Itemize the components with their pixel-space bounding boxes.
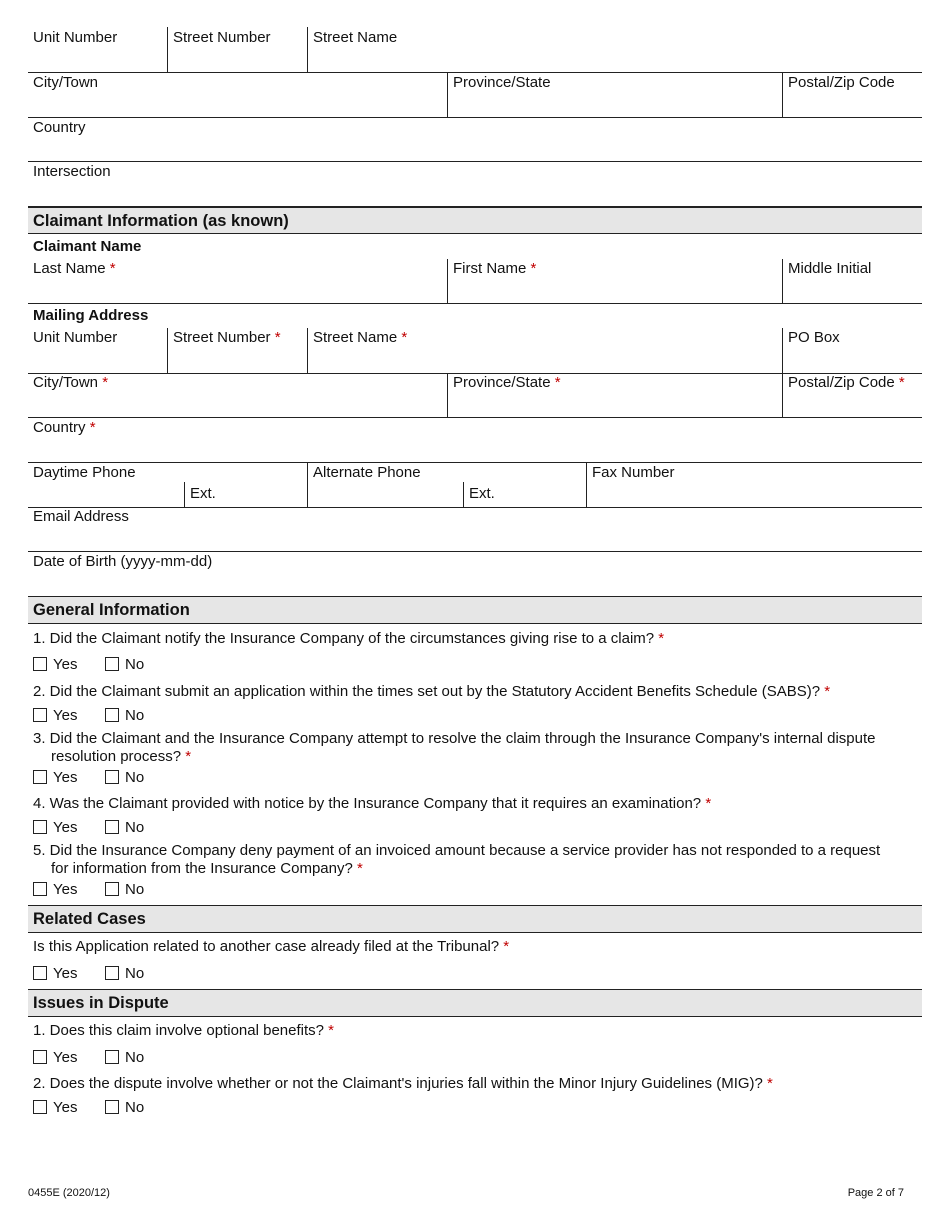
related-question: Is this Application related to another case already filed at the Tribunal? * [33,938,510,955]
divider [782,72,783,117]
divider [307,462,308,507]
first-name-label: First Name * [453,260,537,277]
alternate-phone-label: Alternate Phone [313,464,421,481]
unit-number-label: Unit Number [33,29,118,46]
mailing-country-label: Country * [33,419,96,436]
province-state-label: Province/State [453,74,551,91]
divider [782,259,783,303]
general-question-3: 3. Did the Claimant and the Insurance Company attempt to resolve the claim through the Insurance Company's internal dispute resolution process? * [33,730,876,765]
city-town-label: City/Town [33,74,99,91]
divider [28,551,922,552]
intersection-label: Intersection [33,163,111,180]
general-question-5: 5. Did the Insurance Company deny payment of an invoiced amount because a service provider has not responded to a request for information from the Insurance Company? * [33,842,881,877]
issues-question-2: 2. Does the dispute involve whether or not the Claimant's injuries fall within the Minor Injury Guidelines (MIG)? * [33,1075,773,1092]
issue1-no-checkbox[interactable] [105,1050,119,1064]
divider [782,373,783,417]
divider [28,462,922,463]
yes-label: Yes [53,769,78,786]
yes-label: Yes [53,1099,78,1116]
mailing-street-name-label: Street Name * [313,329,408,346]
daytime-ext-label: Ext. [190,485,216,502]
no-label: No [125,1049,145,1066]
q5-yes-checkbox[interactable] [33,882,47,896]
mailing-city-town-label: City/Town * [33,374,109,391]
q4-yes-checkbox[interactable] [33,820,47,834]
q1-no-checkbox[interactable] [105,657,119,671]
divider [447,373,448,417]
no-label: No [125,769,145,786]
no-label: No [125,881,145,898]
issues-section-header [28,989,922,1017]
q4-no-checkbox[interactable] [105,820,119,834]
date-of-birth-label: Date of Birth (yyyy-mm-dd) [33,553,213,570]
divider [28,161,922,162]
section-title: Claimant Information (as known) [33,212,289,230]
no-label: No [125,1099,145,1116]
mailing-province-state-label: Province/State * [453,374,561,391]
alternate-ext-label: Ext. [469,485,495,502]
q1-yes-checkbox[interactable] [33,657,47,671]
q2-no-checkbox[interactable] [105,708,119,722]
street-number-label: Street Number [173,29,271,46]
divider [307,27,308,72]
divider [307,328,308,373]
divider [463,482,464,507]
no-label: No [125,707,145,724]
divider [28,303,922,304]
middle-initial-label: Middle Initial [788,260,872,277]
no-label: No [125,965,145,982]
section-title: Issues in Dispute [33,994,169,1012]
general-question-1: 1. Did the Claimant notify the Insurance Company of the circumstances giving rise to a claim? * [33,630,665,647]
mailing-postal-zip-code-label: Postal/Zip Code * [788,374,905,391]
divider [28,117,922,118]
yes-label: Yes [53,881,78,898]
mailing-unit-number-label: Unit Number [33,329,118,346]
issue2-no-checkbox[interactable] [105,1100,119,1114]
q2-yes-checkbox[interactable] [33,708,47,722]
q3-yes-checkbox[interactable] [33,770,47,784]
divider [782,328,783,373]
last-name-label: Last Name * [33,260,116,277]
no-label: No [125,819,145,836]
no-label: No [125,656,145,673]
q5-no-checkbox[interactable] [105,882,119,896]
general-section-header [28,596,922,624]
general-question-2: 2. Did the Claimant submit an application within the times set out by the Statutory Accident Benefits Schedule (SABS)? * [33,683,831,700]
related-yes-checkbox[interactable] [33,966,47,980]
yes-label: Yes [53,707,78,724]
street-name-label: Street Name [313,29,398,46]
divider [28,417,922,418]
divider [447,72,448,117]
divider [184,482,185,507]
divider [167,27,168,72]
page-number: Page 2 of 7 [847,1187,904,1199]
yes-label: Yes [53,656,78,673]
section-title: General Information [33,601,190,619]
po-box-label: PO Box [788,329,840,346]
q3-no-checkbox[interactable] [105,770,119,784]
yes-label: Yes [53,965,78,982]
divider [167,328,168,373]
yes-label: Yes [53,1049,78,1066]
fax-number-label: Fax Number [592,464,675,481]
divider [447,259,448,303]
related-section-header [28,905,922,933]
postal-zip-code-label: Postal/Zip Code [788,74,895,91]
section-title: Related Cases [33,910,146,928]
mailing-address-heading: Mailing Address [33,307,149,324]
issue2-yes-checkbox[interactable] [33,1100,47,1114]
country-label: Country [33,119,86,136]
divider [28,72,922,73]
email-address-label: Email Address [33,508,129,525]
general-question-4: 4. Was the Claimant provided with notice by the Insurance Company that it requires an examination? * [33,795,712,812]
mailing-street-number-label: Street Number * [173,329,281,346]
related-no-checkbox[interactable] [105,966,119,980]
issue1-yes-checkbox[interactable] [33,1050,47,1064]
form-code: 0455E (2020/12) [28,1187,110,1199]
divider [586,462,587,507]
divider [28,507,922,508]
daytime-phone-label: Daytime Phone [33,464,136,481]
claimant-name-heading: Claimant Name [33,238,142,255]
issues-question-1: 1. Does this claim involve optional benefits? * [33,1022,335,1039]
yes-label: Yes [53,819,78,836]
claimant-section-header [28,206,922,234]
